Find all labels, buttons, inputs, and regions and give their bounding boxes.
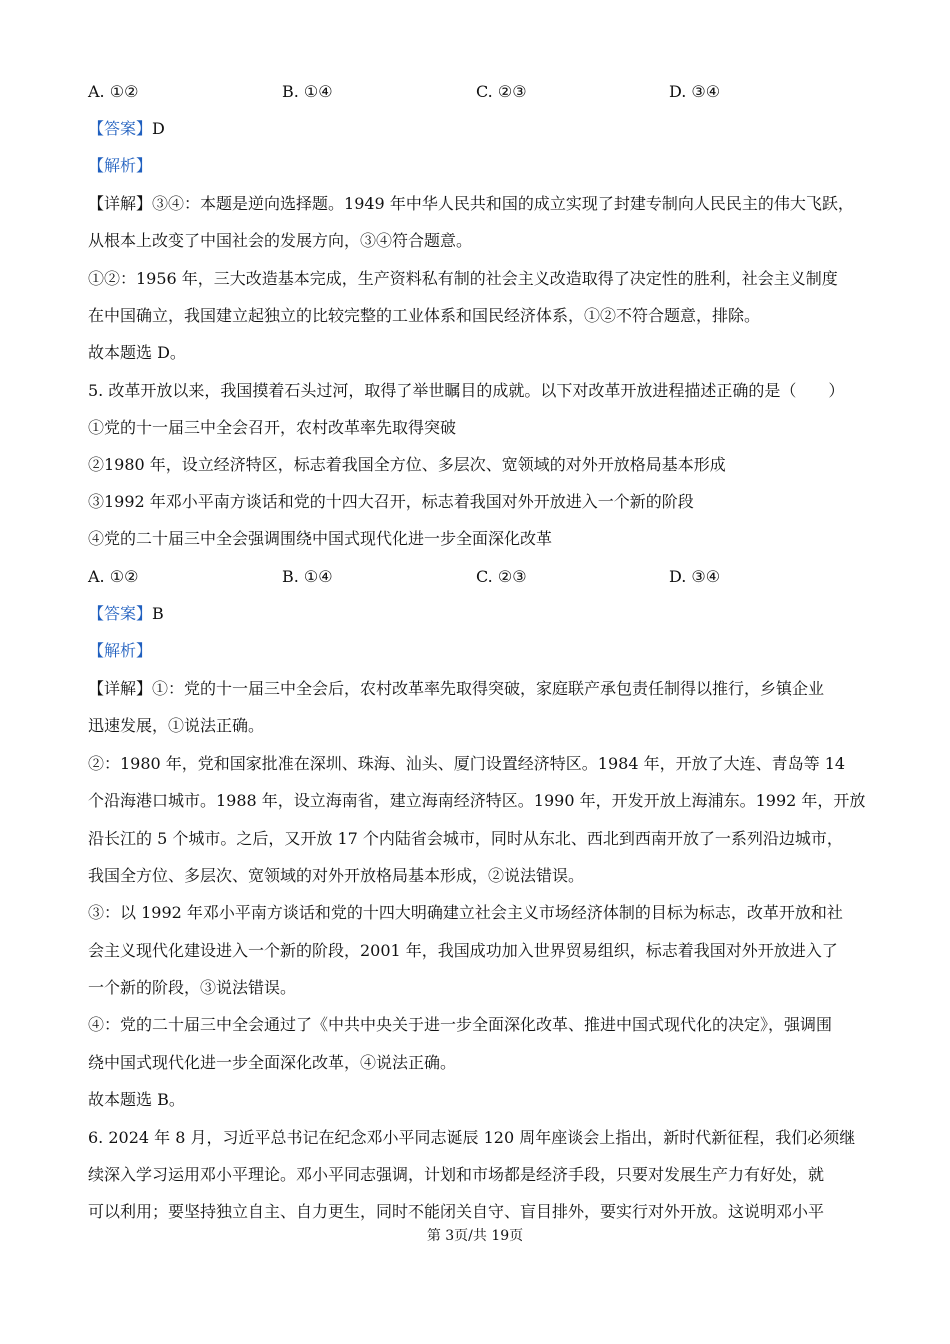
q5-option-c: C. ②③ bbox=[476, 567, 527, 586]
detail-tag: 【详解】 bbox=[88, 679, 153, 698]
q5-options bbox=[88, 566, 868, 588]
q4-option-a: A. ①② bbox=[88, 82, 139, 101]
q5-detail-line: ④：党的二十届三中全会通过了《中共中央关于进一步全面深化改革、推进中国式现代化的决定》，强调围 bbox=[88, 1015, 833, 1034]
q4-conclusion: 故本题选 D。 bbox=[88, 343, 186, 362]
q5-option-d: D. ③④ bbox=[669, 567, 721, 586]
q5-item-1: ①党的十一届三中全会召开，农村改革率先取得突破 bbox=[88, 418, 457, 437]
q6-stem-line: 可以利用；要坚持独立自主、自力更生，同时不能闭关自守、盲目排外，要实行对外开放。这说明邓小平 bbox=[88, 1202, 825, 1221]
q6-stem-line: 续深入学习运用邓小平理论。邓小平同志强调，计划和市场都是经济手段，只要对发展生产力有好处，就 bbox=[88, 1165, 825, 1184]
analysis-tag: 【解析】 bbox=[88, 156, 153, 175]
q5-detail-line bbox=[88, 678, 868, 700]
detail-tag: 【详解】 bbox=[88, 194, 153, 213]
q4-answer bbox=[88, 118, 868, 140]
q5-detail-line: 迅速发展，①说法正确。 bbox=[88, 716, 265, 735]
detail-text: ①：党的十一届三中全会后，农村改革率先取得突破，家庭联产承包责任制得以推行，乡镇企业 bbox=[152, 679, 825, 698]
q5-answer bbox=[88, 603, 868, 625]
q4-detail-line: ①②：1956 年，三大改造基本完成，生产资料私有制的社会主义改造取得了决定性的胜利，社会主义制度 bbox=[88, 269, 838, 288]
q5-item-2: ②1980 年，设立经济特区，标志着我国全方位、多层次、宽领域的对外开放格局基本形成 bbox=[88, 455, 726, 474]
q4-option-d: D. ③④ bbox=[669, 82, 721, 101]
analysis-tag: 【解析】 bbox=[88, 641, 153, 660]
q6-stem-line: 6. 2024 年 8 月，习近平总书记在纪念邓小平同志诞辰 120 周年座谈会上指出，新时代新征程，我们必须继 bbox=[88, 1128, 856, 1147]
q5-detail-line: ③：以 1992 年邓小平南方谈话和党的十四大明确建立社会主义市场经济体制的目标为标志，改革开放和社 bbox=[88, 903, 843, 922]
q5-detail-line: 沿长江的 5 个城市。之后，又开放 17 个内陆省会城市，同时从东北、西北到西南开放了一系列沿边城市， bbox=[88, 829, 843, 848]
q5-detail-line: 会主义现代化建设进入一个新的阶段，2001 年，我国成功加入世界贸易组织，标志着我国对外开放进入了 bbox=[88, 941, 838, 960]
q5-option-b: B. ①④ bbox=[282, 567, 333, 586]
q5-option-a: A. ①② bbox=[88, 567, 139, 586]
q5-detail-line: 我国全方位、多层次、宽领域的对外开放格局基本形成，②说法错误。 bbox=[88, 866, 585, 885]
q5-analysis-tag bbox=[88, 640, 868, 662]
q5-detail-line: 个沿海港口城市。1988 年，设立海南省，建立海南经济特区。1990 年，开发开放上海浦东。1992 年，开放 bbox=[88, 791, 866, 810]
answer-tag: 【答案】 bbox=[88, 604, 153, 623]
q5-detail-line: ②：1980 年，党和国家批准在深圳、珠海、汕头、厦门设置经济特区。1984 年，开放了大连、青岛等 14 bbox=[88, 754, 846, 773]
q5-conclusion: 故本题选 B。 bbox=[88, 1090, 185, 1109]
q5-item-3: ③1992 年邓小平南方谈话和党的十四大召开，标志着我国对外开放进入一个新的阶段 bbox=[88, 492, 694, 511]
q4-detail-line bbox=[88, 193, 868, 215]
q4-option-b: B. ①④ bbox=[282, 82, 333, 101]
answer-value: D bbox=[152, 119, 165, 138]
q5-detail-line: 绕中国式现代化进一步全面深化改革，④说法正确。 bbox=[88, 1053, 457, 1072]
detail-text: ③④：本题是逆向选择题。1949 年中华人民共和国的成立实现了封建专制向人民民主的伟大飞跃， bbox=[152, 194, 854, 213]
q5-stem: 5. 改革开放以来，我国摸着石头过河，取得了举世瞩目的成就。以下对改革开放进程描述正确的是（ ） bbox=[88, 381, 845, 400]
q5-detail-line: 一个新的阶段，③说法错误。 bbox=[88, 978, 297, 997]
q5-item-4: ④党的二十届三中全会强调围绕中国式现代化进一步全面深化改革 bbox=[88, 529, 553, 548]
answer-value: B bbox=[152, 604, 164, 623]
q4-detail-line: 从根本上改变了中国社会的发展方向，③④符合题意。 bbox=[88, 231, 473, 250]
q4-options bbox=[88, 81, 868, 103]
q4-analysis-tag bbox=[88, 155, 868, 177]
q4-option-c: C. ②③ bbox=[476, 82, 527, 101]
q4-detail-line: 在中国确立，我国建立起独立的比较完整的工业体系和国民经济体系，①②不符合题意，排除。 bbox=[88, 306, 761, 325]
page-footer: 第 3页/共 19页 bbox=[426, 1228, 524, 1244]
answer-tag: 【答案】 bbox=[88, 119, 153, 138]
